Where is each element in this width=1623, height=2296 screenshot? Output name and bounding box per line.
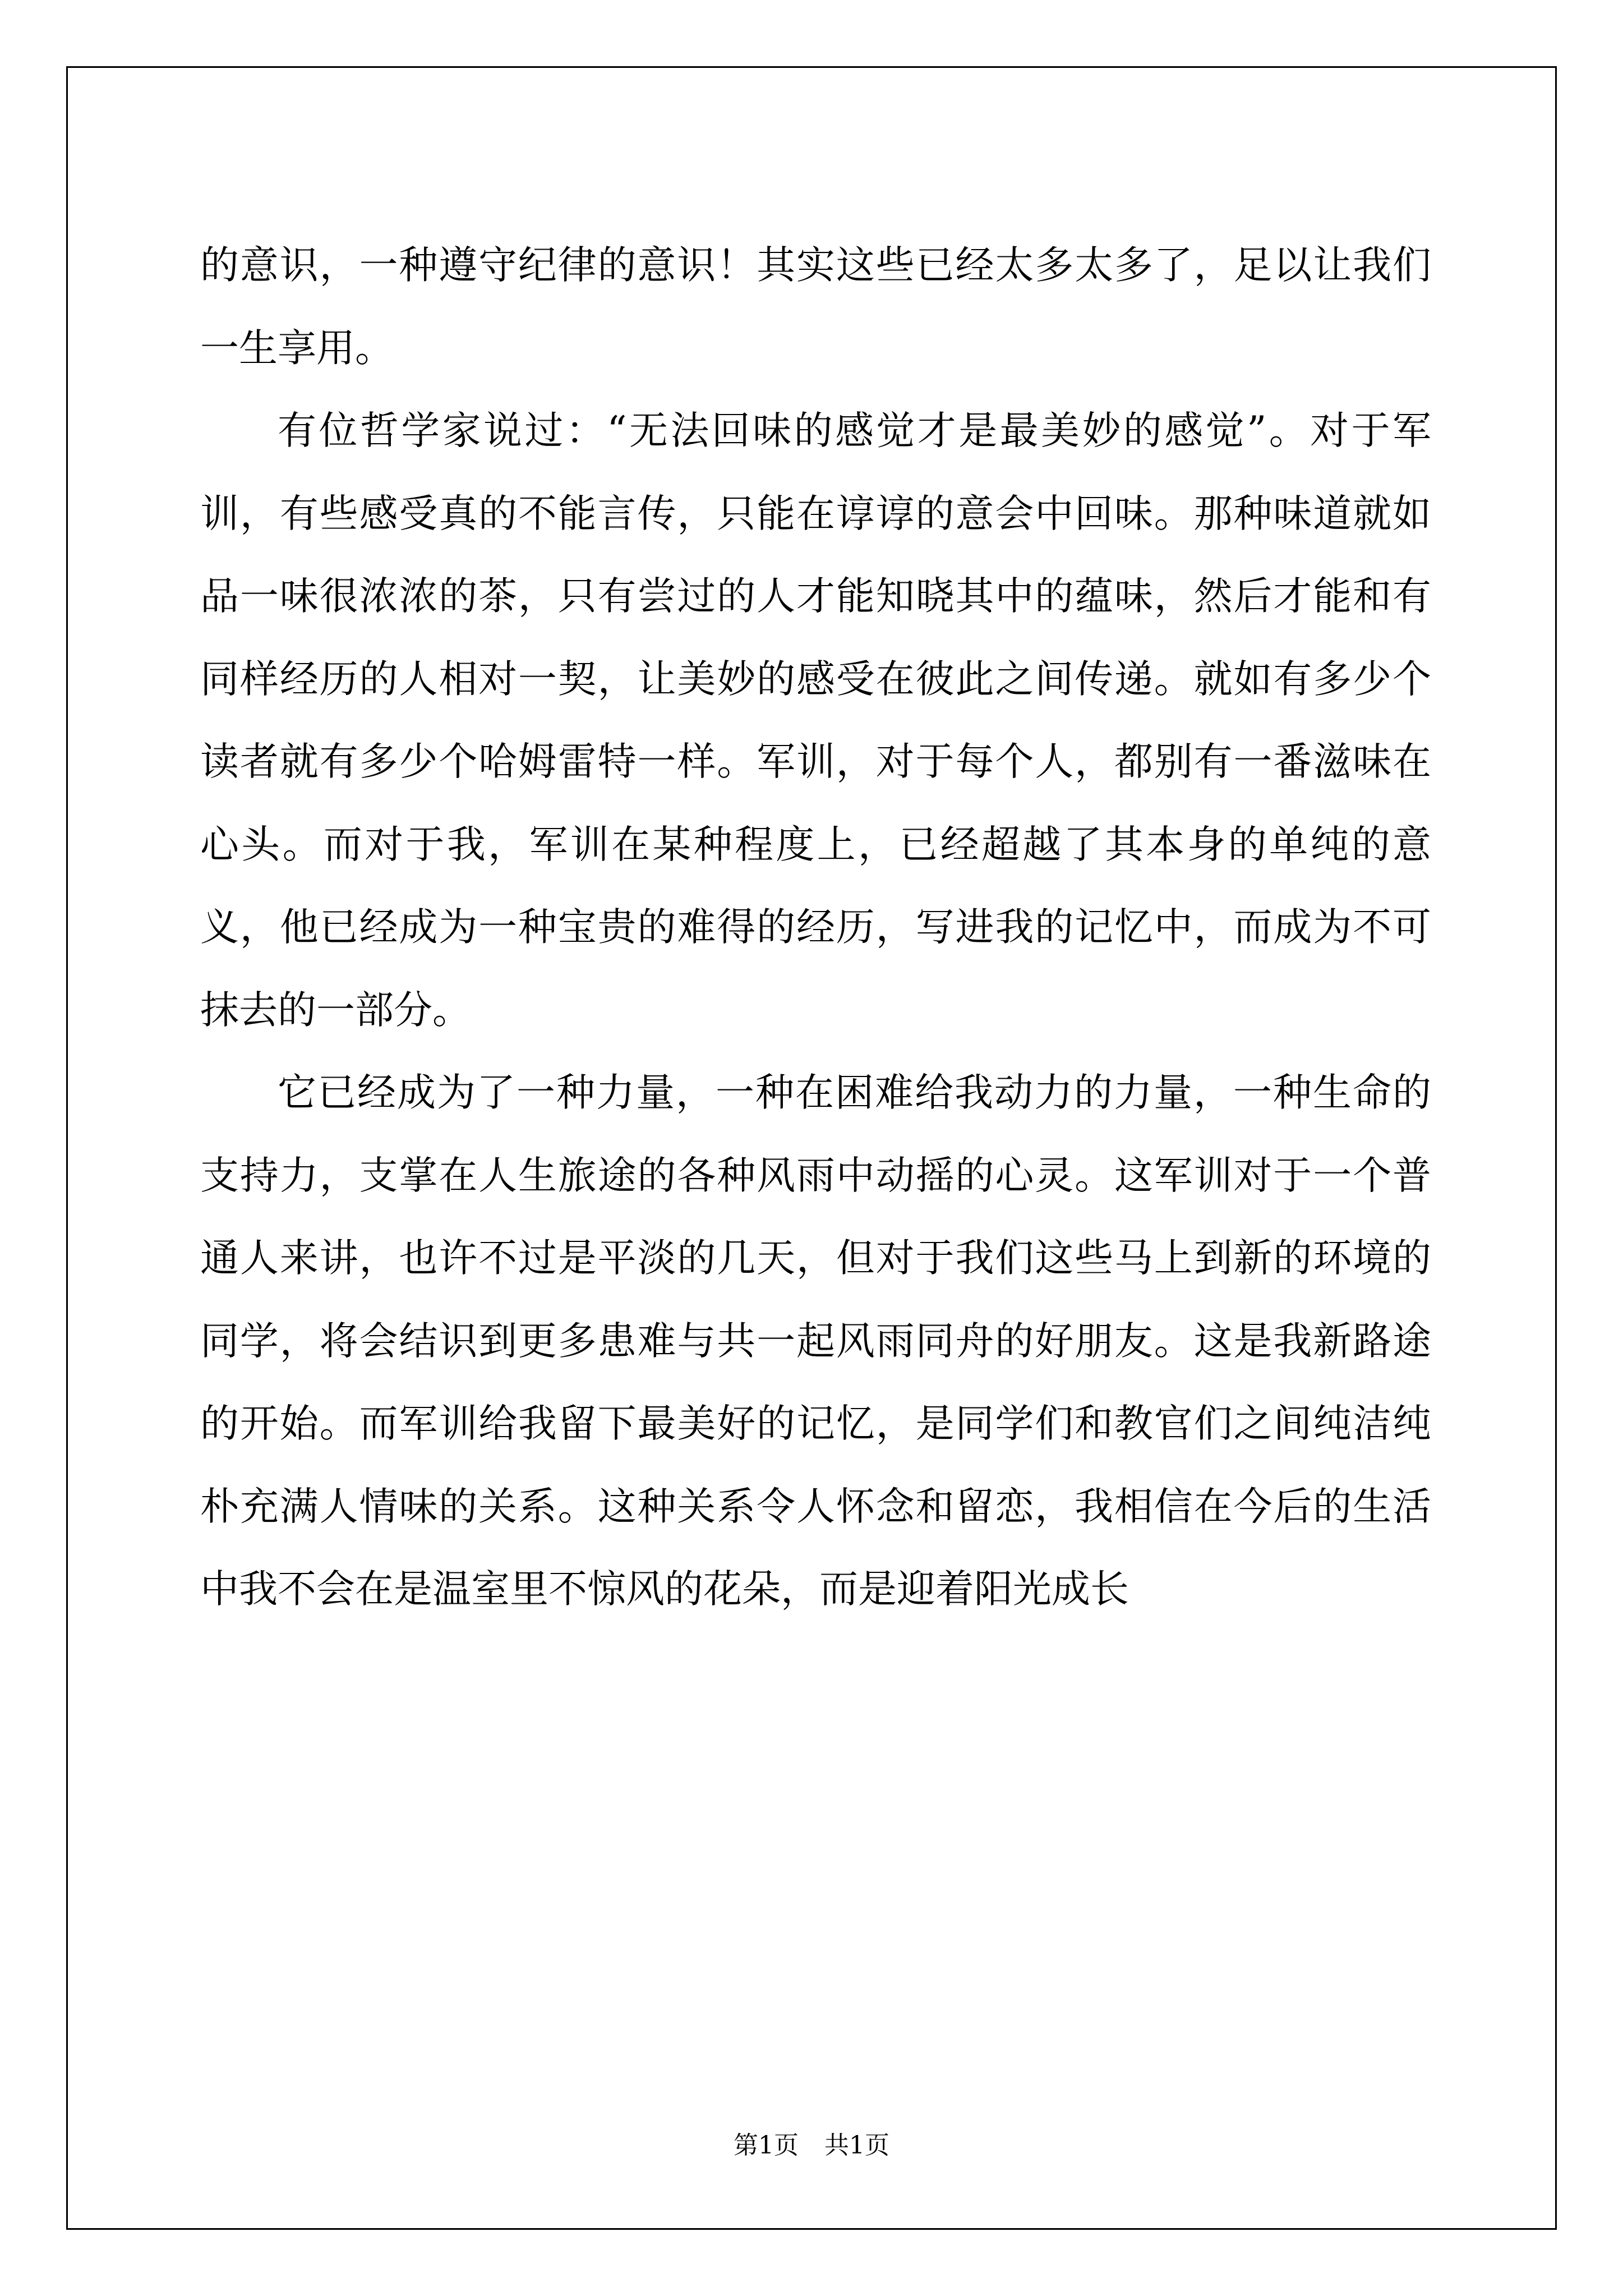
document-body	[200, 224, 1431, 1631]
paragraph-2: 有位哲学家说过：“无法回味的感觉才是最美妙的感觉”。对于军训，有些感受真的不能言传，只能在谆谆的意会中回味。那种味道就如品一味很浓浓的茶，只有尝过的人才能知晓其中的蕴味，然后才能和有同样经历的人相对一契，让美妙的感受在彼此之间传递。就如有多少个读者就有多少个哈姆雷特一样。军训，对于每个人，都别有一番滋味在心头。而对于我，军训在某种程度上，已经超越了其本身的单纯的意义，他已经成为一种宝贵的难得的经历，写进我的记忆中，而成为不可抹去的一部分。	[200, 408, 1431, 1033]
paragraph-3: 它已经成为了一种力量，一种在困难给我动力的力量，一种生命的支持力，支掌在人生旅途的各种风雨中动摇的心灵。这军训对于一个普通人来讲，也许不过是平淡的几天，但对于我们这些马上到新的环境的同学，将会结识到更多患难与共一起风雨同舟的好朋友。这是我新路途的开始。而军训给我留下最美好的记忆，是同学们和教官们之间纯洁纯朴充满人情味的关系。这种关系令人怀念和留恋，我相信在今后的生活中我不会在是温室里不惊风的花朵，而是迎着阳光成长	[200, 1070, 1431, 1612]
page-number: 第1页	[734, 2131, 799, 2160]
page-footer	[0, 2129, 1623, 2162]
page-total: 共1页	[824, 2131, 889, 2160]
paragraph-1: 的意识，一种遵守纪律的意识！其实这些已经太多太多了，足以让我们一生享用。	[200, 243, 1431, 371]
